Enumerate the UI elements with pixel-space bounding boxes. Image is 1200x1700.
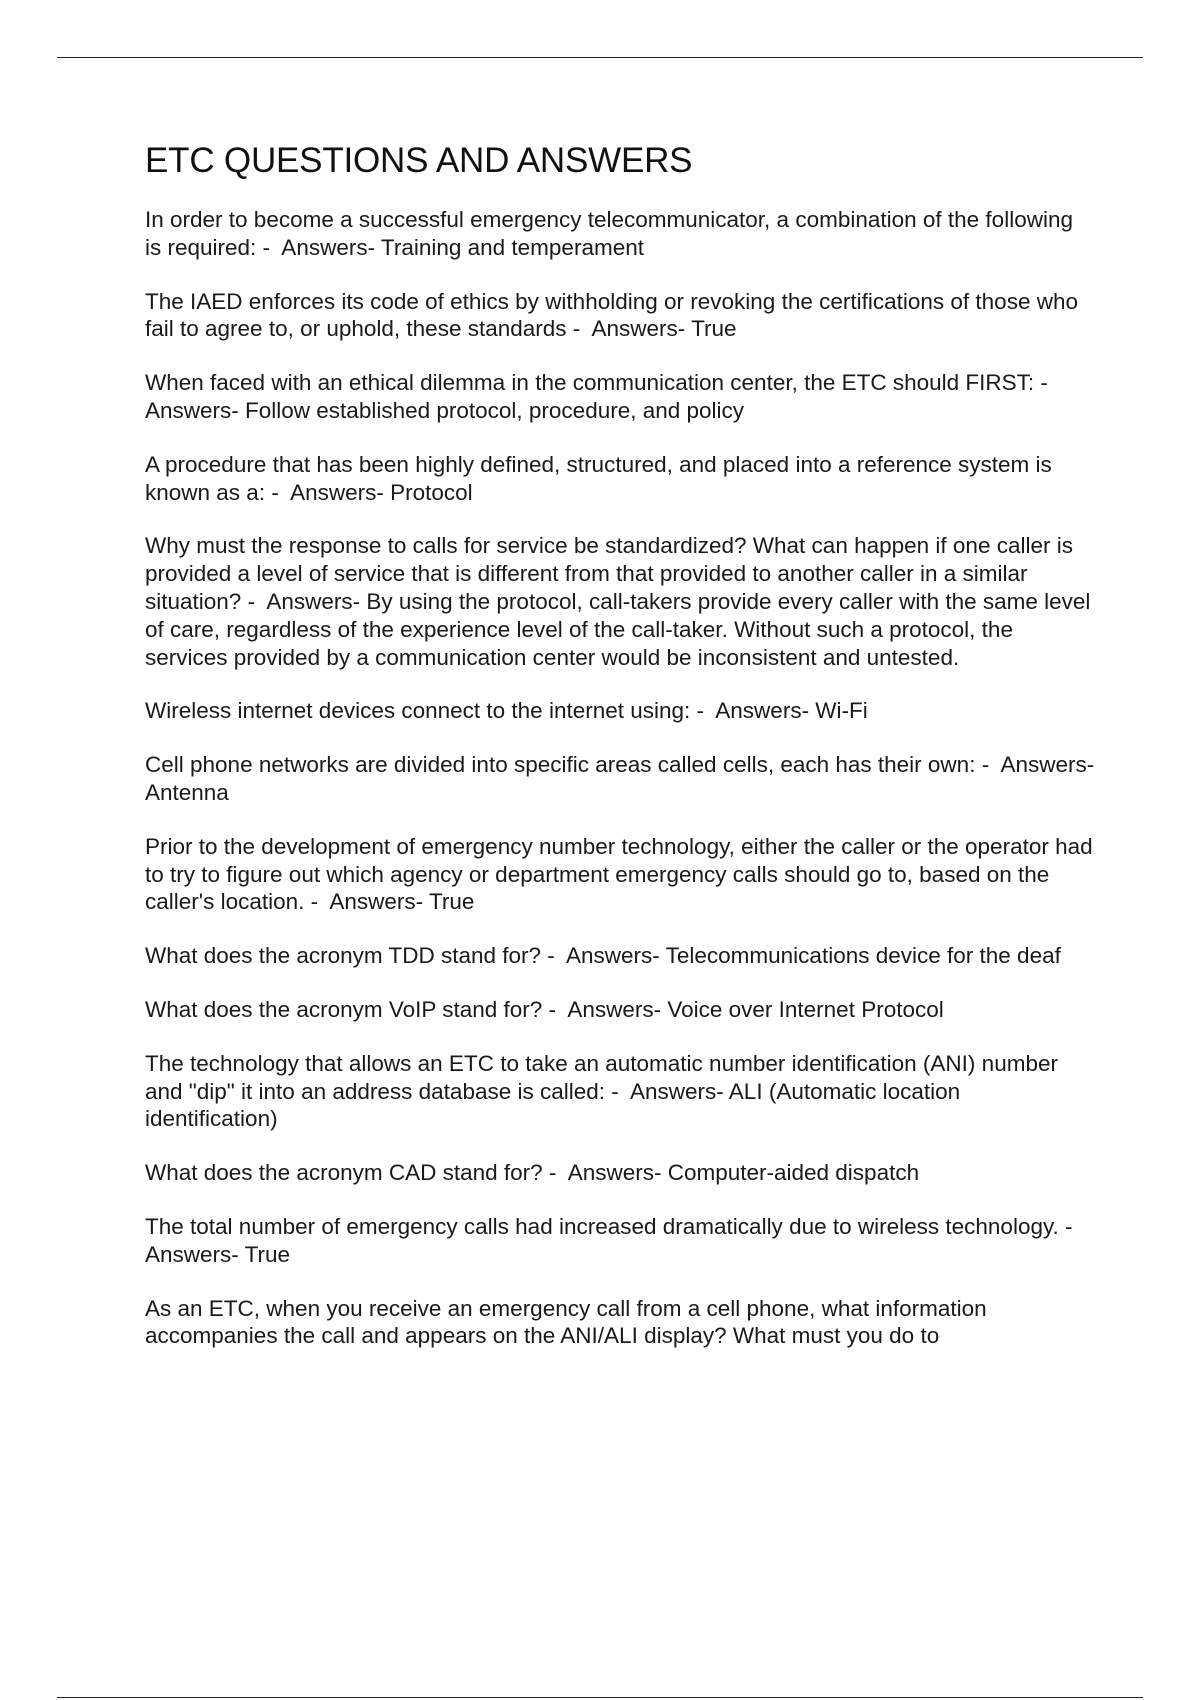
qa-item: Prior to the development of emergency number technology, either the caller or the operator had to try to figure out which agency or department emergency calls should go to, based on the caller's location. - Answers- True	[145, 833, 1099, 915]
document-title: ETC QUESTIONS AND ANSWERS	[145, 141, 693, 180]
qa-item: A procedure that has been highly defined, structured, and placed into a reference system is known as a: - Answers- Protocol	[145, 451, 1059, 505]
qa-item: In order to become a successful emergency telecommunicator, a combination of the following is required: - Answers- Training and temperament	[145, 207, 1080, 260]
qa-item: What does the acronym CAD stand for? - Answers- Computer-aided dispatch	[145, 1160, 920, 1186]
qa-item: Cell phone networks are divided into specific areas called cells, each has their own: - Answers- Antenna	[145, 752, 1100, 805]
qa-item: Why must the response to calls for service be standardized? What can happen if one caller is provided a level of service that is different from that provided to another caller in a similar situation? - Answers- By using the protocol, call-takers provide every caller with the same level of care, regardless of the experience level of the call-taker. Without such a protocol, the services provided by a communication center would be inconsistent and untested.	[145, 533, 1097, 670]
qa-item: As an ETC, when you receive an emergency call from a cell phone, what information accompanies the call and appears on the ANI/ALI display? What must you do to	[145, 1295, 993, 1349]
top-rule	[57, 57, 1143, 58]
qa-item: The total number of emergency calls had increased dramatically due to wireless technology. - Answers- True	[145, 1213, 1084, 1267]
qa-item: The IAED enforces its code of ethics by withholding or revoking the certifications of those who fail to agree to, or uphold, these standards - Answers- True	[145, 288, 1085, 342]
bottom-rule	[57, 1697, 1143, 1698]
document-body	[145, 140, 1100, 1376]
qa-item: When faced with an ethical dilemma in the communication center, the ETC should FIRST: - Answers- Follow established protocol, procedure, and policy	[145, 370, 1060, 423]
qa-item: What does the acronym VoIP stand for? - Answers- Voice over Internet Protocol	[145, 996, 944, 1022]
qa-item: Wireless internet devices connect to the internet using: - Answers- Wi-Fi	[145, 698, 868, 724]
qa-item: The technology that allows an ETC to take an automatic number identification (ANI) number and "dip" it into an address database is called: - Answers- ALI (Automatic location identification)	[145, 1050, 1065, 1132]
qa-item: What does the acronym TDD stand for? - Answers- Telecommunications device for the deaf	[145, 943, 1061, 969]
